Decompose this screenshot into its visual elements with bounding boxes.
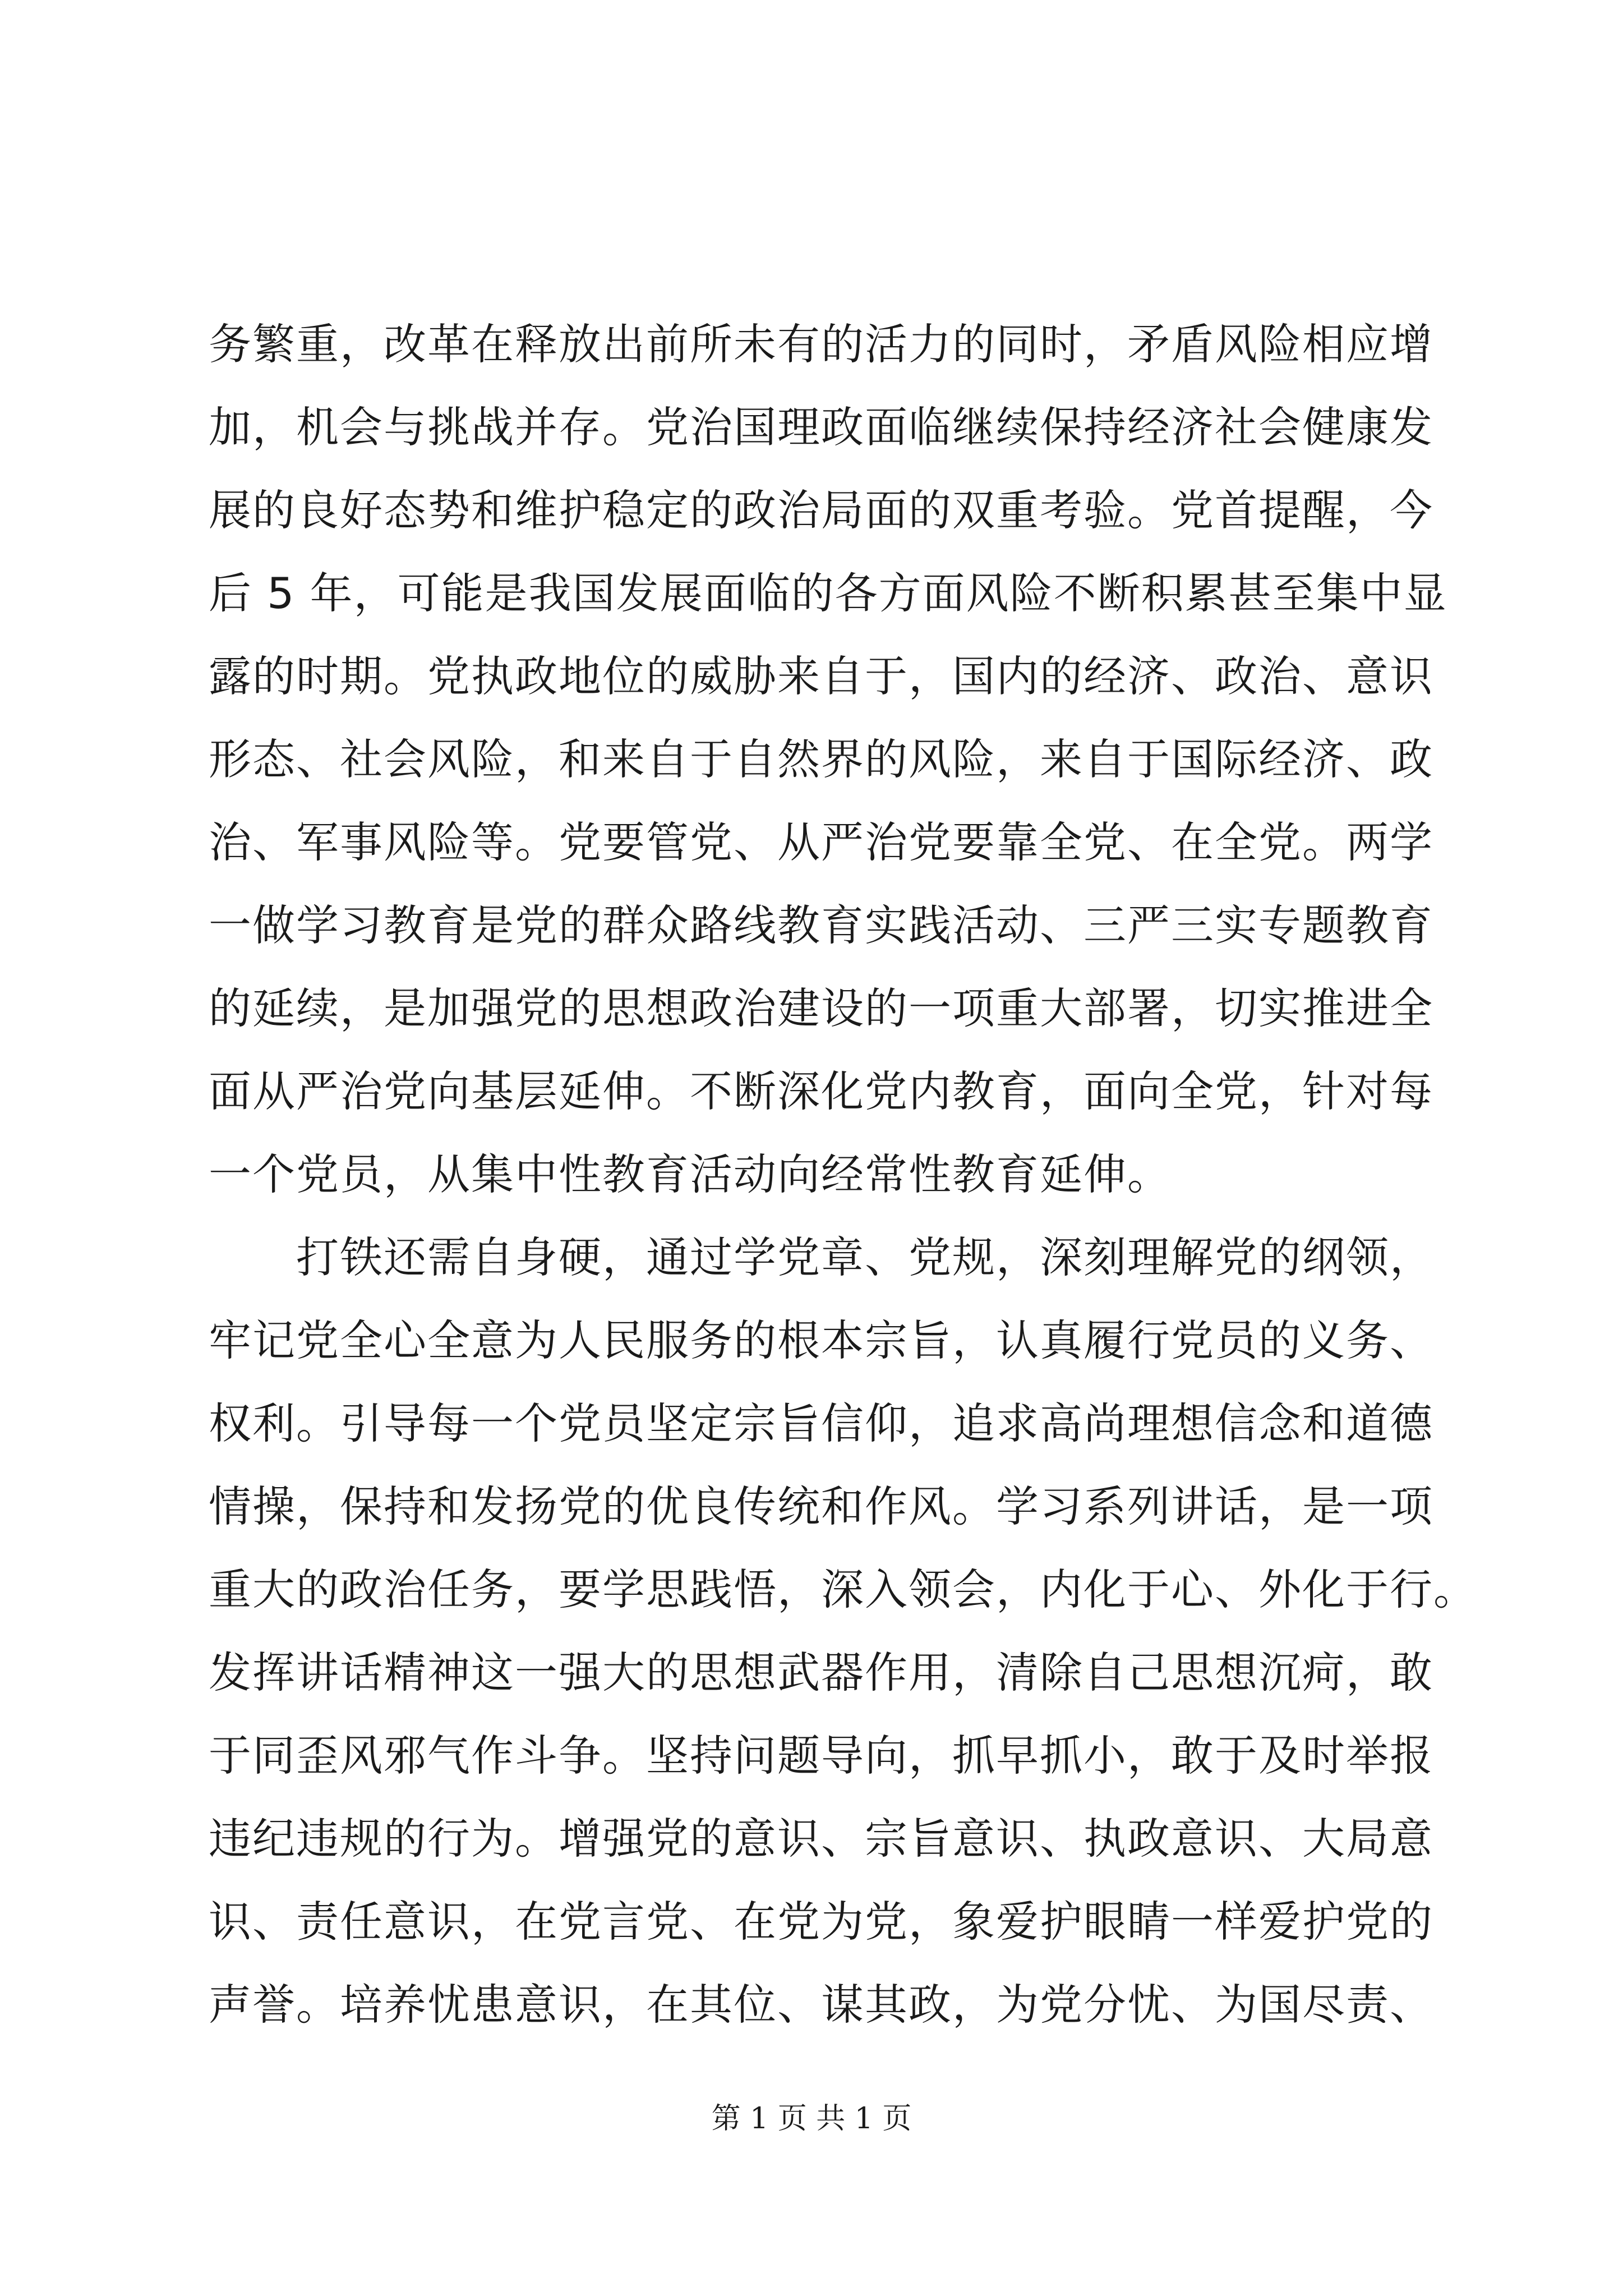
text-line: 露的时期。党执政地位的威胁来自于，国内的经济、政治、意识 xyxy=(209,651,1433,701)
text-line: 牢记党全心全意为人民服务的根本宗旨，认真履行党员的义务、 xyxy=(209,1315,1433,1365)
text-line: 治、军事风险等。党要管党、从严治党要靠全党、在全党。两学 xyxy=(209,817,1433,867)
text-line: 加，机会与挑战并存。党治国理政面临继续保持经济社会健康发 xyxy=(209,402,1433,452)
text-line: 识、责任意识，在党言党、在党为党，象爱护眼睛一样爱护党的 xyxy=(209,1897,1433,1947)
text-line: 后 5 年，可能是我国发展面临的各方面风险不断积累甚至集中显 xyxy=(209,568,1447,618)
text-line: 重大的政治任务，要学思践悟，深入领会，内化于心、外化于行。 xyxy=(209,1565,1477,1614)
text-line: 面从严治党向基层延伸。不断深化党内教育，面向全党，针对每 xyxy=(209,1066,1433,1116)
body-text xyxy=(209,303,1477,2046)
paragraph-first-line: 打铁还需自身硬，通过学党章、党规，深刻理解党的纲领， xyxy=(296,1232,1433,1282)
text-line: 务繁重，改革在释放出前所未有的活力的同时，矛盾风险相应增 xyxy=(209,319,1433,369)
text-line: 一个党员，从集中性教育活动向经常性教育延伸。 xyxy=(209,1149,1171,1199)
text-line: 情操，保持和发扬党的优良传统和作风。学习系列讲话，是一项 xyxy=(209,1481,1433,1531)
text-line: 权利。引导每一个党员坚定宗旨信仰，追求高尚理想信念和道德 xyxy=(209,1398,1433,1448)
text-line: 于同歪风邪气作斗争。坚持问题导向，抓早抓小，敢于及时举报 xyxy=(209,1731,1433,1780)
text-line: 的延续，是加强党的思想政治建设的一项重大部署，切实推进全 xyxy=(209,983,1433,1033)
text-line: 一做学习教育是党的群众路线教育实践活动、三严三实专题教育 xyxy=(209,900,1433,950)
text-line: 声誉。培养忧患意识，在其位、谋其政，为党分忧、为国尽责、 xyxy=(209,1980,1433,2030)
text-line: 形态、社会风险，和来自于自然界的风险，来自于国际经济、政 xyxy=(209,734,1433,784)
page-footer: 第 1 页 共 1 页 xyxy=(711,2102,912,2136)
text-line: 发挥讲话精神这一强大的思想武器作用，清除自己思想沉疴，敢 xyxy=(209,1648,1433,1697)
text-line: 违纪违规的行为。增强党的意识、宗旨意识、执政意识、大局意 xyxy=(209,1814,1433,1864)
text-line: 展的良好态势和维护稳定的政治局面的双重考验。党首提醒，今 xyxy=(209,485,1433,535)
